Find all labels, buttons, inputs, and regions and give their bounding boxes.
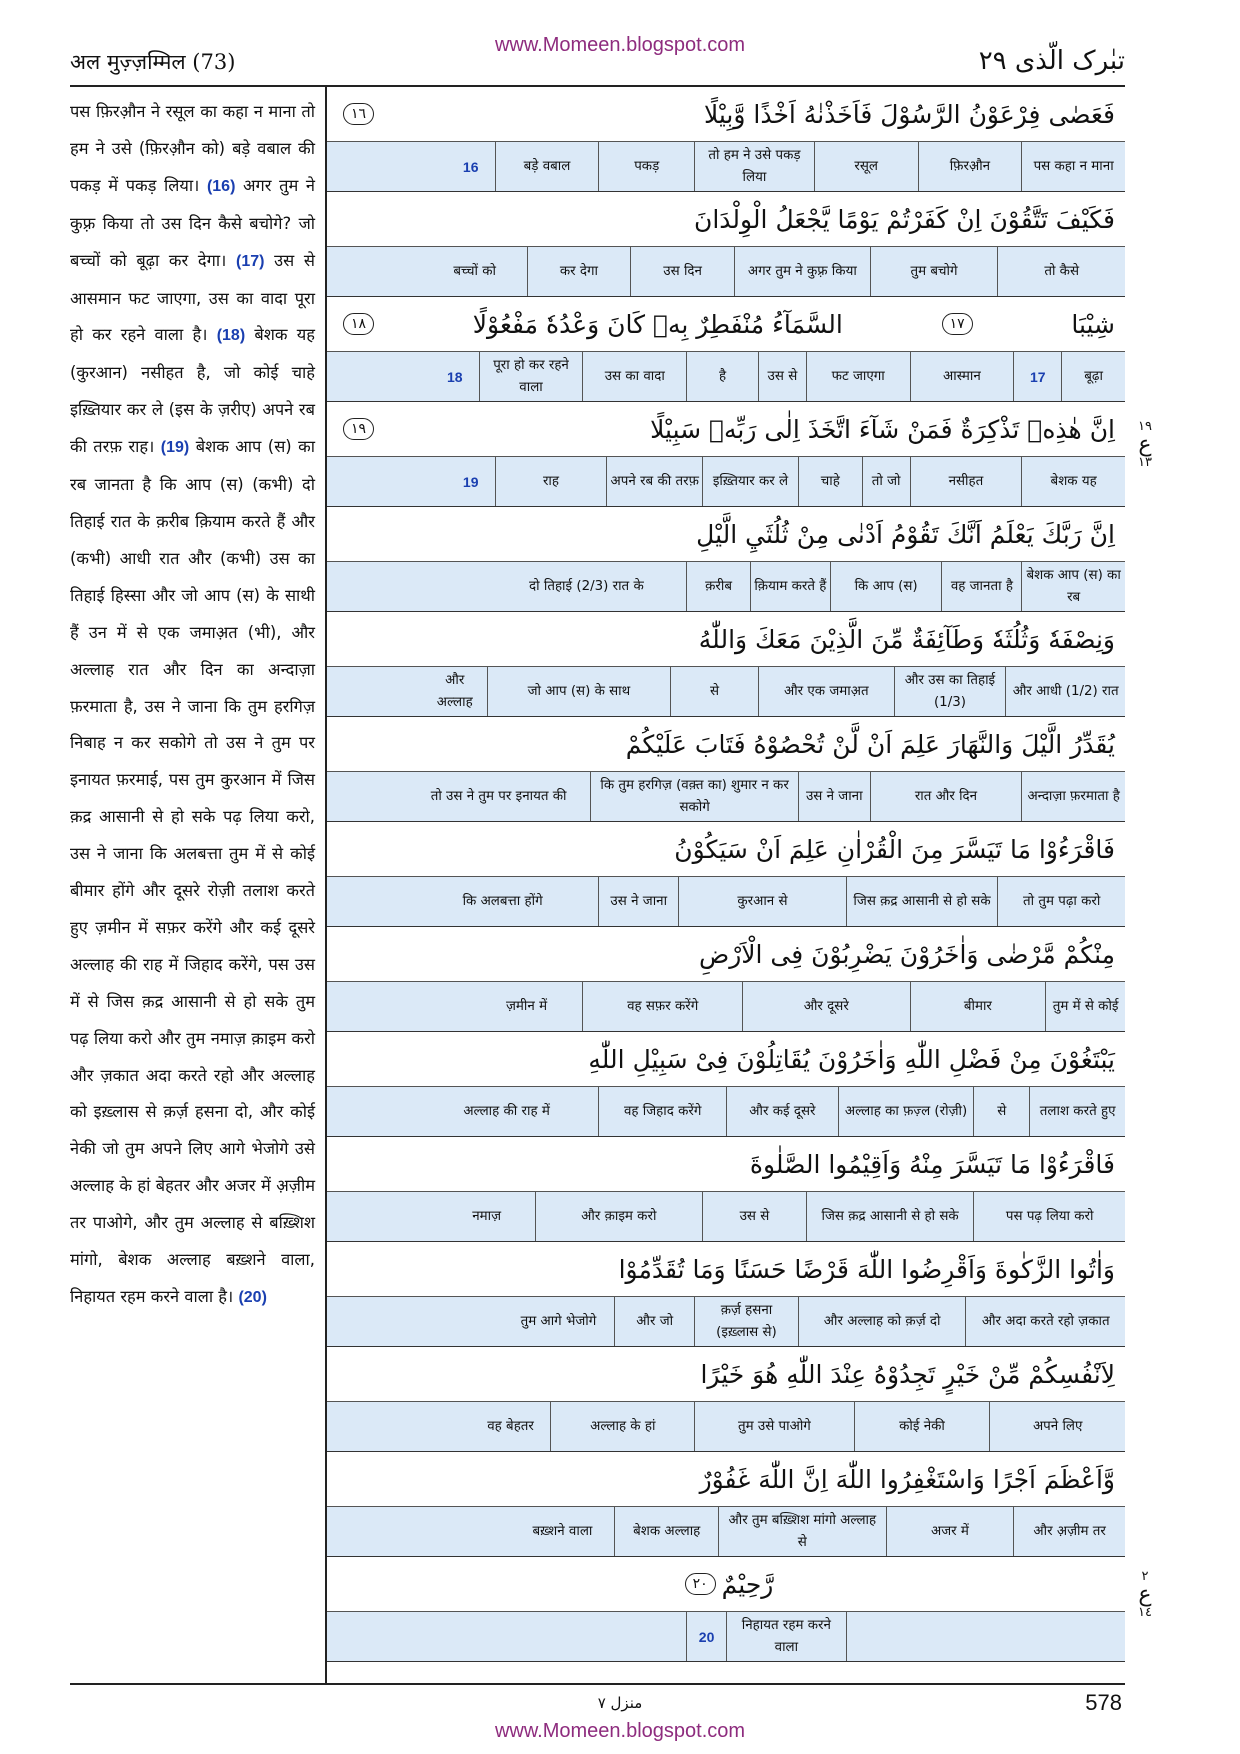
word-meaning-cell: क़र्ज़ हसना (इख़्लास से) xyxy=(694,1297,798,1346)
translation-column xyxy=(70,94,315,1317)
word-meaning-cell: और आधी (1/2) रात xyxy=(1005,667,1125,716)
word-meaning-cell: तुम आगे भेजोगे xyxy=(520,1313,597,1329)
arabic-text: اِنَّ هٰذِهٖ تَذْكِرَةٌ فَمَنْ شَآءَ اتَّخَذَ اِلٰى رَبِّهٖ سَبِيْلًا xyxy=(650,414,1115,444)
word-meaning-cell: अजर में xyxy=(886,1507,1014,1556)
bottom-divider xyxy=(70,1683,1125,1685)
word-meaning-cell: और अदा करते रहो ज़कात xyxy=(965,1297,1125,1346)
translation-text: बेशक आप (स) का रब जानता है कि आप (स) (कभी) दो तिहाई रात के क़रीब क़ियाम करते हैं और (कभी) आधी रात और (कभी) उस का तिहाई हिस्सा और जो आप (स) के साथी हैं उन में से एक जमाअ़त (भी), और अल्लाह रात और दिन का अन्दाज़ा फ़रमाता है, उस ने जाना कि तुम हरगिज़ निबाह न कर सकोगे तो उस ने तुम पर इनायत फ़रमाई, पस तुम कुरआन में जिस क़द्र आसानी से हो सके पढ़ लिया करो, उस ने जाना कि अलबत्ता तुम में से कोई बीमार होंगे और दूसरे रोज़ी तलाश करते हुए ज़मीन में सफ़र करेंगे और कई दूसरे अल्लाह की राह में जिहाद करेंगे, पस उस में से जिस क़द्र आसानी से हो सके तुम पढ़ लिया करो और तुम नमाज़ क़ाइम करो और ज़कात अदा करते रहो और अल्लाह को इख़्लास से क़र्ज़ हसना दो, और कोई नेकी जो तुम अपने लिए आगे भेजोगे उसे अल्लाह के हां बेहतर और अजर में अ़ज़ीम तर पाओगे, और तुम अल्लाह से बख़्शिश मांगो, बेशक अल्लाह बख़्शने वाला, निहायत रहम करने वाला है। xyxy=(70,437,315,1306)
ayah-end-marker: ١٨ xyxy=(343,313,374,335)
verse-number: (19) xyxy=(160,439,190,457)
page-number: 578 xyxy=(1085,1690,1122,1715)
word-meaning-cell: पस कहा न माना xyxy=(1021,142,1125,191)
ruku-mark-1 xyxy=(1128,418,1162,472)
verse-number-cell: 20 xyxy=(686,1612,726,1661)
word-meaning-cell: और जो xyxy=(614,1297,694,1346)
ayah-end-marker: ١٧ xyxy=(942,313,973,335)
word-meaning-cell: है xyxy=(686,352,758,401)
word-meaning-cell: तलाश करते हुए xyxy=(1029,1087,1125,1136)
arabic-verse-line xyxy=(327,717,1125,772)
word-meaning-cell: से xyxy=(973,1087,1029,1136)
manzil-label: منزل ٧ xyxy=(597,1694,643,1712)
arabic-verse-line xyxy=(327,192,1125,247)
word-meaning-cell: बीमार xyxy=(910,982,1046,1031)
arabic-verse-line xyxy=(327,297,1125,352)
arabic-text: مِنْكُمْ مَّرْضٰى وَاٰخَرُوْنَ يَضْرِبُوْنَ فِى الْاَرْضِ xyxy=(698,939,1115,969)
word-meaning-cell: और कई दूसरे xyxy=(726,1087,838,1136)
verse-number: (17) xyxy=(236,252,265,270)
word-meaning-cell: उस का वादा xyxy=(582,352,686,401)
word-meaning-row xyxy=(327,1192,1125,1242)
verse-number-cell: 16 xyxy=(462,158,479,175)
arabic-text: السَّمَآءُ مُنْفَطِرٌ بِهٖ كَانَ وَعْدُهٗ مَفْعُوْلًا xyxy=(472,309,843,339)
arabic-text: يَبْتَغُوْنَ مِنْ فَضْلِ اللّٰهِ وَاٰخَرُوْنَ يُقَاتِلُوْنَ فِىْ سَبِيْلِ اللّٰهِ xyxy=(588,1044,1115,1074)
arabic-text: وَاٰتُوا الزَّكٰوةَ وَاَقْرِضُوا اللّٰهَ قَرْضًا حَسَنًا وَمَا تُقَدِّمُوْا xyxy=(618,1254,1115,1284)
ayah-end-marker: ١٩ xyxy=(343,418,374,440)
word-meaning-cell: राह xyxy=(495,457,607,506)
word-meaning-row xyxy=(327,562,1125,612)
word-meaning-cell: बेशक यह xyxy=(1021,457,1125,506)
verse-number: (18) xyxy=(216,327,246,345)
word-meaning-cell: बूढ़ा xyxy=(1061,352,1125,401)
arabic-verse-line xyxy=(327,822,1125,877)
verse-number-cell: 17 xyxy=(1013,352,1061,401)
word-meaning-cell: से xyxy=(670,667,758,716)
verse-number: (20) xyxy=(238,1289,267,1306)
ruku-top-number: ١٩ xyxy=(1138,419,1152,434)
word-meaning-cell: उस से xyxy=(702,1192,806,1241)
empty-cell xyxy=(846,1612,1125,1661)
arabic-verse-line xyxy=(327,1557,1125,1612)
word-meaning-cell: रसूल xyxy=(814,142,918,191)
ayah-end-marker: ٢٠ xyxy=(685,1573,716,1595)
word-meaning-row xyxy=(327,142,1125,192)
word-meaning-cell: इख़्तियार कर ले xyxy=(702,457,798,506)
ruku-bottom-number: ١٣ xyxy=(1138,455,1152,470)
website-link-bottom[interactable]: www.Momeen.blogspot.com xyxy=(494,1720,746,1742)
arabic-text: فَكَيْفَ تَتَّقُوْنَ اِنْ كَفَرْتُمْ يَوْمًا يَّجْعَلُ الْوِلْدَانَ xyxy=(693,204,1115,234)
arabic-text: فَعَصٰى فِرْعَوْنُ الرَّسُوْلَ فَاَخَذْنٰهُ اَخْذًا وَّبِيْلًا xyxy=(703,99,1115,129)
word-meaning-cell: अगर तुम ने कुफ़्र किया xyxy=(734,247,870,296)
word-meaning-cell: फ़िरऔ़न xyxy=(918,142,1022,191)
word-meaning-cell: वह जानता है xyxy=(941,562,1021,611)
word-meaning-cell: तो जो xyxy=(862,457,910,506)
word-meaning-row xyxy=(327,247,1125,297)
ruku-mark-2 xyxy=(1128,1568,1162,1622)
word-meaning-cell: बड़े वबाल xyxy=(495,142,599,191)
word-meaning-cell: ज़मीन में xyxy=(505,998,548,1014)
word-meaning-row xyxy=(327,982,1125,1032)
arabic-verse-line xyxy=(327,1347,1125,1402)
ruku-bottom-number: ١٤ xyxy=(1138,1605,1152,1620)
word-meaning-cell: वह बेहतर xyxy=(487,1418,534,1434)
arabic-text: وَنِصْفَهٗ وَثُلُثَهٗ وَطَآئِفَةٌ مِّنَ الَّذِيْنَ مَعَكَ وَاللّٰهُ xyxy=(698,624,1115,654)
arabic-text: فَاقْرَءُوْا مَا تَيَسَّرَ مِنَ الْقُرْاٰنِ عَلِمَ اَنْ سَيَكُوْنُ xyxy=(674,834,1115,864)
arabic-text: يُقَدِّرُ الَّيْلَ وَالنَّهَارَ عَلِمَ اَنْ لَّنْ تُحْصُوْهُ فَتَابَ عَلَيْكُمْ xyxy=(625,729,1115,759)
arabic-verse-line xyxy=(327,612,1125,667)
word-meaning-cell: कि आप (स) xyxy=(830,562,942,611)
translation-text: पस फ़िरऔ़न ने रसूल का कहा न माना तो हम ने उसे (फ़िरऔ़न को) बड़े वबाल की पकड़ में पकड़ लिया। xyxy=(70,102,315,195)
arabic-verse-line xyxy=(327,1137,1125,1192)
word-meaning-cell: और एक जमाअ़त xyxy=(758,667,894,716)
word-meaning-row xyxy=(327,1297,1125,1347)
word-meaning-row xyxy=(327,877,1125,927)
translation-text: अगर तुम ने कुफ़्र किया तो उस दिन कैसे बचोगे? जो बच्चों को बूढ़ा कर देगा। xyxy=(70,175,315,270)
word-meaning-cell: अपने लिए xyxy=(989,1402,1125,1451)
word-meaning-cell: कि तुम हरगिज़ (वक़्त का) शुमार न कर सकोगे xyxy=(590,772,797,821)
word-meaning-cell: और अल्लाह xyxy=(436,672,473,710)
translation-text: बेशक यह (कुरआन) नसीहत है, जो कोई चाहे इख़्तियार कर ले (इस के ज़रीए) अपने रब की तरफ़ राह। xyxy=(70,325,315,457)
word-meaning-cell: कि अलबत्ता होंगे xyxy=(462,893,543,909)
word-meaning-cell: जो आप (स) के साथ xyxy=(487,667,671,716)
word-meaning-cell: बच्चों को xyxy=(453,263,497,279)
word-meaning-cell: तो हम ने उसे पकड़ लिया xyxy=(694,142,814,191)
arabic-text: رَّحِيْمٌ xyxy=(721,1569,774,1599)
word-meaning-cell: और अ़ज़ीम तर xyxy=(1013,1507,1125,1556)
word-meaning-cell: क़रीब xyxy=(686,562,750,611)
arabic-text: اِنَّ رَبَّكَ يَعْلَمُ اَنَّكَ تَقُوْمُ اَدْنٰى مِنْ ثُلُثَيِ الَّيْلِ xyxy=(696,519,1115,549)
surah-title: अल मुज़्ज़म्मिल (73) xyxy=(70,50,236,74)
word-meaning-row xyxy=(327,667,1125,717)
arabic-verse-line xyxy=(327,1452,1125,1507)
arabic-verse-line xyxy=(327,507,1125,562)
word-meaning-cell: तुम में से कोई xyxy=(1045,982,1125,1031)
verse-number-cell: 18 xyxy=(446,368,463,385)
word-meaning-row xyxy=(327,352,1125,402)
word-meaning-cell: कोई नेकी xyxy=(854,1402,990,1451)
arabic-verse-line xyxy=(327,402,1125,457)
word-meaning-cell: रात और दिन xyxy=(870,772,1022,821)
arabic-text: فَاقْرَءُوْا مَا تَيَسَّرَ مِنْهُ وَاَقِيْمُوا الصَّلٰوةَ xyxy=(749,1149,1115,1179)
verse-number-cell: 19 xyxy=(462,473,479,490)
word-meaning-cell: तुम उसे पाओगे xyxy=(694,1402,854,1451)
arabic-verse-line xyxy=(327,927,1125,982)
word-meaning-cell: अपने रब की तरफ़ xyxy=(606,457,702,506)
empty-cell xyxy=(391,1612,686,1661)
verse-number: (16) xyxy=(206,177,236,195)
word-meaning-cell: पूरा हो कर रहने वाला xyxy=(479,352,583,401)
word-meaning-cell: और उस का तिहाई (1/3) xyxy=(894,667,1006,716)
word-meaning-cell: अल्लाह का फ़ज़्ल (रोज़ी) xyxy=(838,1087,974,1136)
arabic-verse-line xyxy=(327,1242,1125,1297)
word-meaning-cell: क़ियाम करते हैं xyxy=(750,562,830,611)
word-meaning-cell: नमाज़ xyxy=(472,1208,502,1224)
word-meaning-cell: निहायत रहम करने वाला xyxy=(726,1612,846,1661)
word-meaning-cell: कर देगा xyxy=(527,247,631,296)
word-meaning-row xyxy=(327,1087,1125,1137)
ruku-symbol: ع xyxy=(1138,1582,1152,1607)
word-meaning-cell: अन्दाज़ा फ़रमाता है xyxy=(1021,772,1125,821)
word-meaning-row xyxy=(327,1507,1125,1557)
word-meaning-cell: तो उस ने तुम पर इनायत की xyxy=(430,788,567,804)
arabic-text: لِاَنْفُسِكُمْ مِّنْ خَيْرٍ تَجِدُوْهُ عِنْدَ اللّٰهِ هُوَ خَيْرًا xyxy=(700,1359,1115,1389)
word-meaning-cell: तुम बचोगे xyxy=(870,247,998,296)
arabic-verse-line xyxy=(327,87,1125,142)
word-meaning-cell: और अल्लाह को क़र्ज़ दो xyxy=(798,1297,966,1346)
word-meaning-cell: उस दिन xyxy=(630,247,734,296)
word-meaning-row xyxy=(327,1612,1125,1662)
word-meaning-cell: और तुम बख़्शिश मांगो अल्लाह से xyxy=(718,1507,886,1556)
word-meaning-cell: नसीहत xyxy=(910,457,1022,506)
word-meaning-cell: बेशक आप (स) का रब xyxy=(1021,562,1125,611)
arabic-verse-line xyxy=(327,1032,1125,1087)
word-meaning-cell: और क़ाइम करो xyxy=(535,1192,703,1241)
word-meaning-cell: अल्लाह की राह में xyxy=(463,1103,550,1119)
word-meaning-cell: पकड़ xyxy=(598,142,694,191)
word-meaning-cell: जिस क़द्र आसानी से हो सके xyxy=(846,877,998,926)
translation-text: उस से आसमान फट जाएगा, उस का वादा पूरा हो कर रहने वाला है। xyxy=(70,250,315,345)
word-meaning-cell: और दूसरे xyxy=(742,982,910,1031)
word-meaning-cell: पस पढ़ लिया करो xyxy=(973,1192,1125,1241)
word-meaning-cell: उस ने जाना xyxy=(798,772,870,821)
word-meaning-cell: उस ने जाना xyxy=(598,877,678,926)
ruku-top-number: ٢ xyxy=(1141,1569,1149,1584)
word-meaning-cell: वह सफ़र करेंगे xyxy=(582,982,742,1031)
arabic-text: شِيْبَا xyxy=(1071,309,1115,339)
ayah-end-marker: ١٦ xyxy=(343,103,374,125)
word-meaning-cell: अल्लाह के हां xyxy=(550,1402,694,1451)
word-by-word-grid xyxy=(327,87,1125,1662)
word-meaning-cell: तो तुम पढ़ा करो xyxy=(997,877,1125,926)
word-meaning-cell: कुरआन से xyxy=(678,877,846,926)
word-meaning-row xyxy=(327,457,1125,507)
word-meaning-cell: बख़्शने वाला xyxy=(532,1523,593,1539)
arabic-text: وَّاَعْظَمَ اَجْرًا وَاسْتَغْفِرُوا اللّٰهَ اِنَّ اللّٰهَ غَفُوْرٌ xyxy=(699,1464,1115,1494)
ruku-symbol: ع xyxy=(1138,432,1152,457)
website-link-top[interactable]: www.Momeen.blogspot.com xyxy=(494,34,746,56)
word-meaning-cell: वह जिहाद करेंगे xyxy=(598,1087,726,1136)
word-meaning-cell: जिस क़द्र आसानी से हो सके xyxy=(806,1192,974,1241)
word-meaning-row xyxy=(327,1402,1125,1452)
word-meaning-cell: फट जाएगा xyxy=(806,352,910,401)
word-meaning-cell: उस से xyxy=(758,352,806,401)
word-meaning-cell: दो तिहाई (2/3) रात के xyxy=(529,578,644,594)
word-meaning-cell: आस्मान xyxy=(910,352,1014,401)
word-meaning-cell: बेशक अल्लाह xyxy=(614,1507,718,1556)
word-meaning-cell: चाहे xyxy=(798,457,862,506)
juz-title: تبٰرک الّذی ٢٩ xyxy=(978,46,1125,76)
word-meaning-cell: तो कैसे xyxy=(997,247,1125,296)
word-meaning-row xyxy=(327,772,1125,822)
